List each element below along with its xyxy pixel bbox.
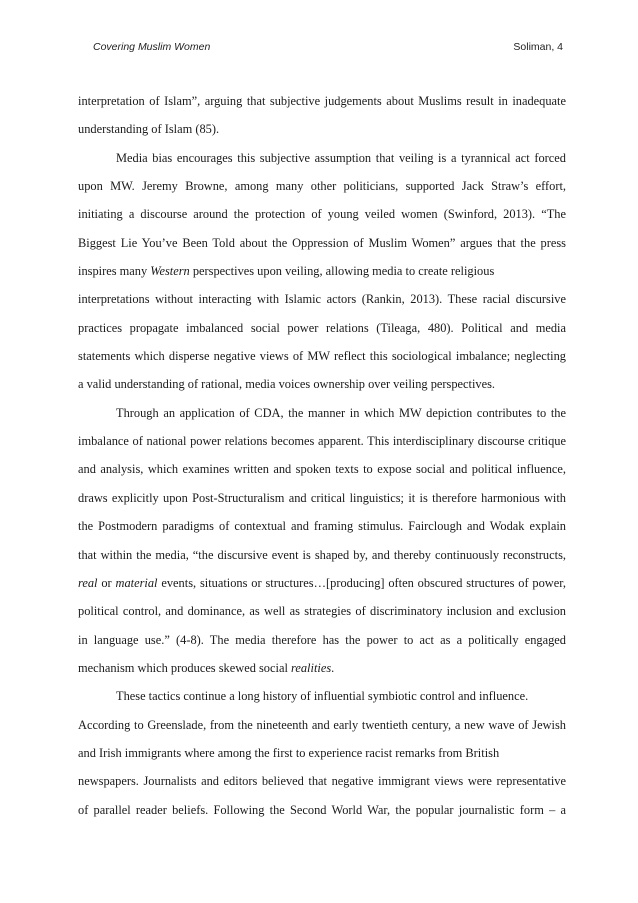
- text-line: statements which disperse negative views of MW reflect this sociological imbalance; neglecting: [78, 349, 566, 364]
- text-line: that within the media, “the discursive event is shaped by, and thereby continuously reconstructs,: [78, 547, 566, 562]
- emphasis: Western: [150, 264, 190, 279]
- text-line: a valid understanding of rational, media voices ownership over veiling perspectives.: [78, 377, 496, 392]
- text-line: the Postmodern paradigms of contextual and framing stimulus. Fairclough and Wodak explain: [78, 519, 566, 534]
- text-line: practices propagate imbalanced social power relations (Tileaga, 480). Political and media: [78, 320, 566, 335]
- emphasis: real: [78, 575, 98, 590]
- paragraph-start-line: These tactics continue a long history of influential symbiotic control and influence.: [116, 689, 529, 704]
- text-line: understanding of Islam (85).: [78, 122, 220, 137]
- text-line: of parallel reader beliefs. Following the Second World War, the popular journalistic form – a: [78, 802, 566, 817]
- text-line: in language use.” (4-8). The media therefore has the power to act as a politically engaged: [78, 632, 566, 647]
- text-line: political control, and dominance, as well as strategies of discriminatory inclusion and exclusion: [78, 604, 566, 619]
- text-line: interpretations without interacting with Islamic actors (Rankin, 2013). These racial discursive: [78, 292, 566, 307]
- text-line: imbalance of national power relations becomes apparent. This interdisciplinary discourse critique: [78, 434, 566, 449]
- text-line: Biggest Lie You’ve Been Told about the Oppression of Muslim Women” argues that the press: [78, 235, 566, 250]
- emphasis: realities: [291, 660, 332, 675]
- paragraph-start-line: Through an application of CDA, the manner in which MW depiction contributes to the: [116, 405, 566, 420]
- text-line: and Irish immigrants where among the first to experience racist remarks from British: [78, 745, 500, 760]
- paragraph-start-line: Media bias encourages this subjective assumption that veiling is a tyrannical act forced: [116, 150, 566, 165]
- text-line: upon MW. Jeremy Browne, among many other politicians, supported Jack Straw’s effort,: [78, 179, 566, 194]
- text-line: draws explicitly upon Post-Structuralism and critical linguistics; it is therefore harmonious with: [78, 490, 566, 505]
- page-number: Soliman, 4: [513, 41, 563, 53]
- running-title: Covering Muslim Women: [93, 41, 211, 53]
- text-line: newspapers. Journalists and editors believed that negative immigrant views were representative: [78, 774, 566, 789]
- text-line: According to Greenslade, from the nineteenth and early twentieth century, a new wave of Jewish: [78, 717, 566, 732]
- text-line: inspires many Western perspectives upon veiling, allowing media to create religious: [78, 264, 495, 279]
- body-text: [78, 92, 566, 829]
- text-line: and analysis, which examines written and spoken texts to expose social and political influence,: [78, 462, 566, 477]
- text-line: interpretation of Islam”, arguing that subjective judgements about Muslims result in inadequate: [78, 94, 566, 108]
- text-line: mechanism which produces skewed social realities.: [78, 660, 335, 675]
- emphasis: material: [115, 575, 158, 590]
- text-line: initiating a discourse around the protection of young veiled women (Swinford, 2013). “The: [78, 207, 566, 222]
- text-line: real or material events, situations or structures…[producing] often obscured structures of power,: [78, 575, 566, 590]
